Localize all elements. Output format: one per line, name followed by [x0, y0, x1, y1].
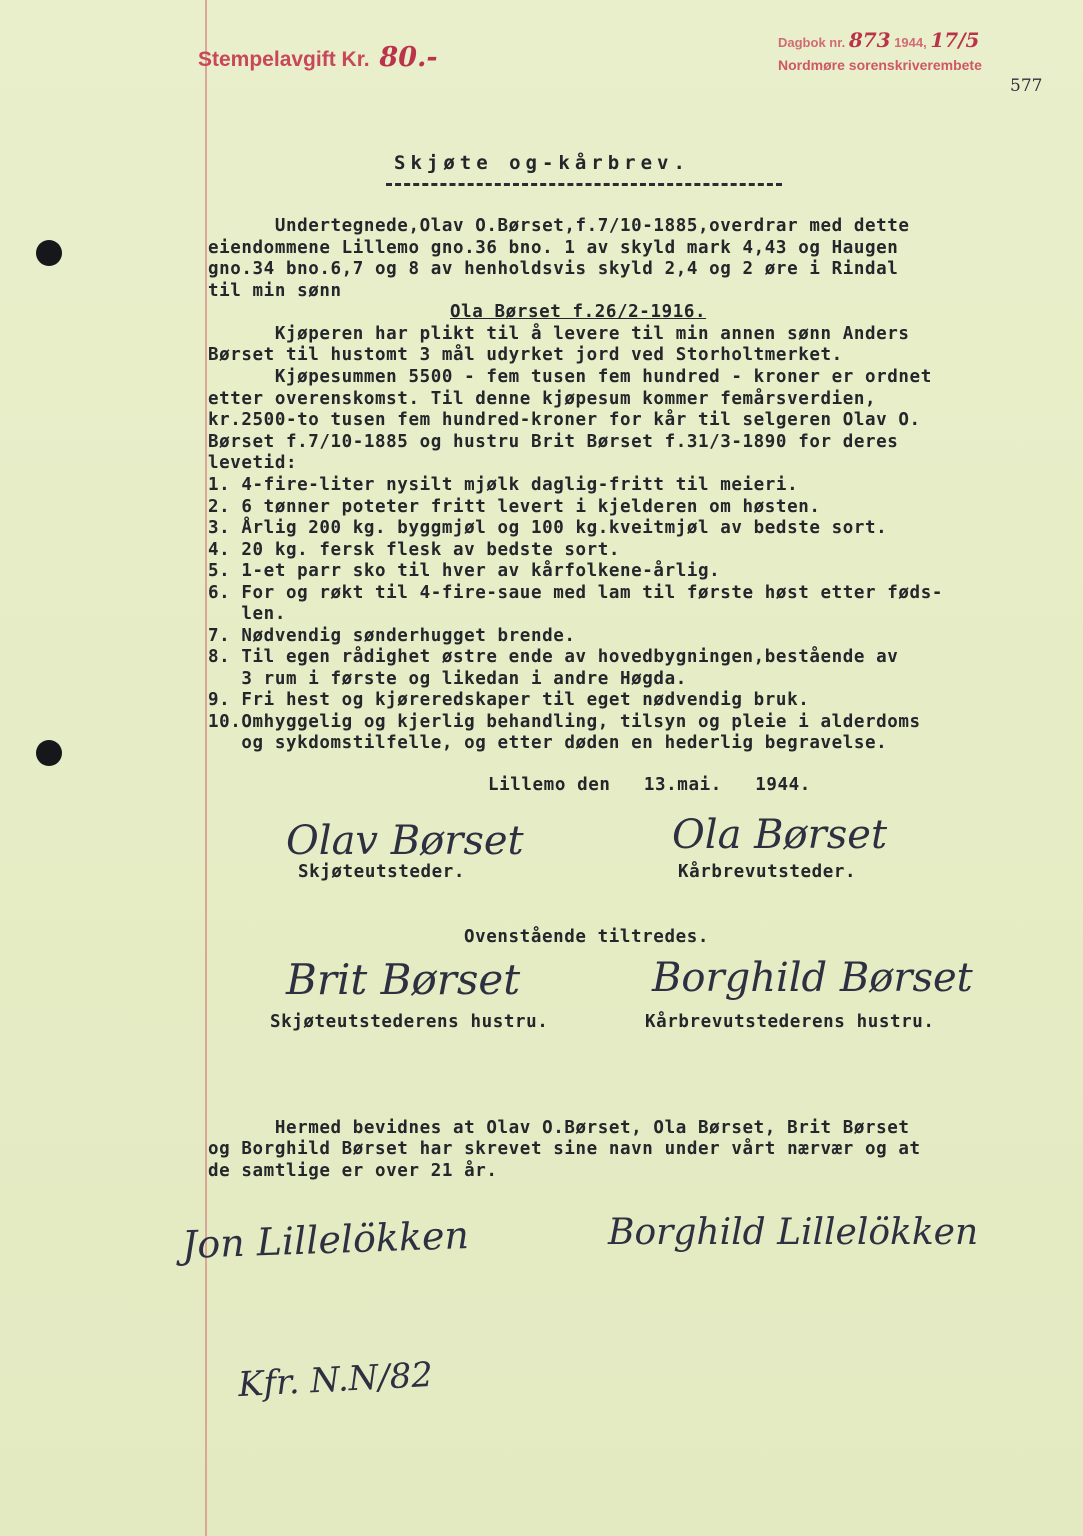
- body-line: Kjøpesummen 5500 - fem tusen fem hundred - kroner er ordnet: [208, 367, 932, 387]
- list-item: 3 rum i første og likedan i andre Høgda.: [208, 669, 687, 689]
- list-item: og sykdomstilfelle, og etter døden en hederlig begravelse.: [208, 733, 888, 753]
- witness2-signature: Borghild Lillelökken: [608, 1212, 979, 1253]
- buyer-wife-signature: Borghild Børset: [652, 955, 973, 1001]
- dagbok-date: 17/5: [930, 28, 980, 52]
- stamp-fee-label: Stempelavgift Kr.: [198, 48, 370, 71]
- body-line: Børset f.7/10-1885 og hustru Brit Børset f.31/3-1890 for deres: [208, 432, 899, 452]
- witness-line: de samtlige er over 21 år.: [208, 1161, 498, 1181]
- punch-hole-bottom: [36, 740, 62, 766]
- list-item: len.: [208, 604, 286, 624]
- list-item: 4. 20 kg. fersk flesk av bedste sort.: [208, 540, 621, 560]
- stamp-fee-value: 80.-: [379, 42, 438, 73]
- body-line: kr.2500-to tusen fem hundred-kroner for kår til selgeren Olav O.: [208, 410, 921, 430]
- body-line: gno.34 bno.6,7 og 8 av henholdsvis skyld 2,4 og 2 øre i Rindal: [208, 259, 899, 279]
- dagbok-stamp: [778, 28, 979, 52]
- list-item: 3. Årlig 200 kg. byggmjøl og 100 kg.kveitmjøl av bedste sort.: [208, 518, 888, 538]
- office-stamp: Nordmøre sorenskriverembete: [778, 57, 982, 73]
- dagbok-year: 1944,: [894, 35, 927, 50]
- list-item: 7. Nødvendig sønderhugget brende.: [208, 626, 576, 646]
- witness1-signature: Jon Lillelökken: [181, 1213, 470, 1267]
- document-title: Skjøte og-kårbrev.: [394, 152, 690, 174]
- list-item: 6. For og røkt til 4-fire-saue med lam til første høst etter føds-: [208, 583, 943, 603]
- body-line: Børset til hustomt 3 mål udyrket jord ved Storholtmerket.: [208, 345, 843, 365]
- body-line: Kjøperen har plikt til å levere til min annen sønn Anders: [208, 324, 910, 344]
- list-item: 9. Fri hest og kjøreredskaper til eget nødvendig bruk.: [208, 690, 810, 710]
- list-item: 5. 1-et parr sko til hver av kårfolkene-årlig.: [208, 561, 721, 581]
- folio-number: 577: [1010, 76, 1043, 96]
- body-line: levetid:: [208, 453, 298, 473]
- body-line: etter overenskomst. Til denne kjøpesum kommer femårsverdien,: [208, 389, 877, 409]
- buyer-signature: Ola Børset: [672, 812, 888, 858]
- dagbok-number: 873: [848, 28, 891, 52]
- reference-note: Kfr. N.N/82: [237, 1354, 434, 1406]
- buyer-wife-label: Kårbrevutstederens hustru.: [645, 1012, 935, 1032]
- seller-signature: Olav Børset: [286, 818, 524, 864]
- witness-line: Hermed bevidnes at Olav O.Børset, Ola Børset, Brit Børset: [208, 1118, 910, 1138]
- seller-wife-signature: Brit Børset: [286, 955, 521, 1004]
- margin-rule: [205, 0, 207, 1536]
- dagbok-label: Dagbok nr.: [778, 35, 846, 50]
- punch-hole-top: [36, 240, 62, 266]
- seller-wife-label: Skjøteutstederens hustru.: [270, 1012, 549, 1032]
- stamp-fee: [198, 42, 438, 73]
- buyer-label: Kårbrevutsteder.: [678, 862, 857, 882]
- witness-line: og Borghild Børset har skrevet sine navn under vårt nærvær og at: [208, 1139, 921, 1159]
- seller-label: Skjøteutsteder.: [298, 862, 466, 882]
- consent-line: Ovenstående tiltredes.: [464, 927, 709, 947]
- list-item: 2. 6 tønner poteter fritt levert i kjelderen om høsten.: [208, 497, 821, 517]
- buyer-name: Ola Børset f.26/2-1916.: [450, 302, 707, 322]
- list-item: 1. 4-fire-liter nysilt mjølk daglig-fritt til meieri.: [208, 475, 799, 495]
- list-item: 10.Omhyggelig og kjerlig behandling, tilsyn og pleie i alderdoms: [208, 712, 921, 732]
- body-line: til min sønn: [208, 281, 342, 301]
- list-item: 8. Til egen rådighet østre ende av hovedbygningen,bestående av: [208, 647, 899, 667]
- body-line: eiendommene Lillemo gno.36 bno. 1 av skyld mark 4,43 og Haugen: [208, 238, 899, 258]
- title-underline: [386, 183, 782, 186]
- body-line: Undertegnede,Olav O.Børset,f.7/10-1885,overdrar med dette: [208, 216, 910, 236]
- place-date: Lillemo den 13.mai. 1944.: [488, 775, 811, 795]
